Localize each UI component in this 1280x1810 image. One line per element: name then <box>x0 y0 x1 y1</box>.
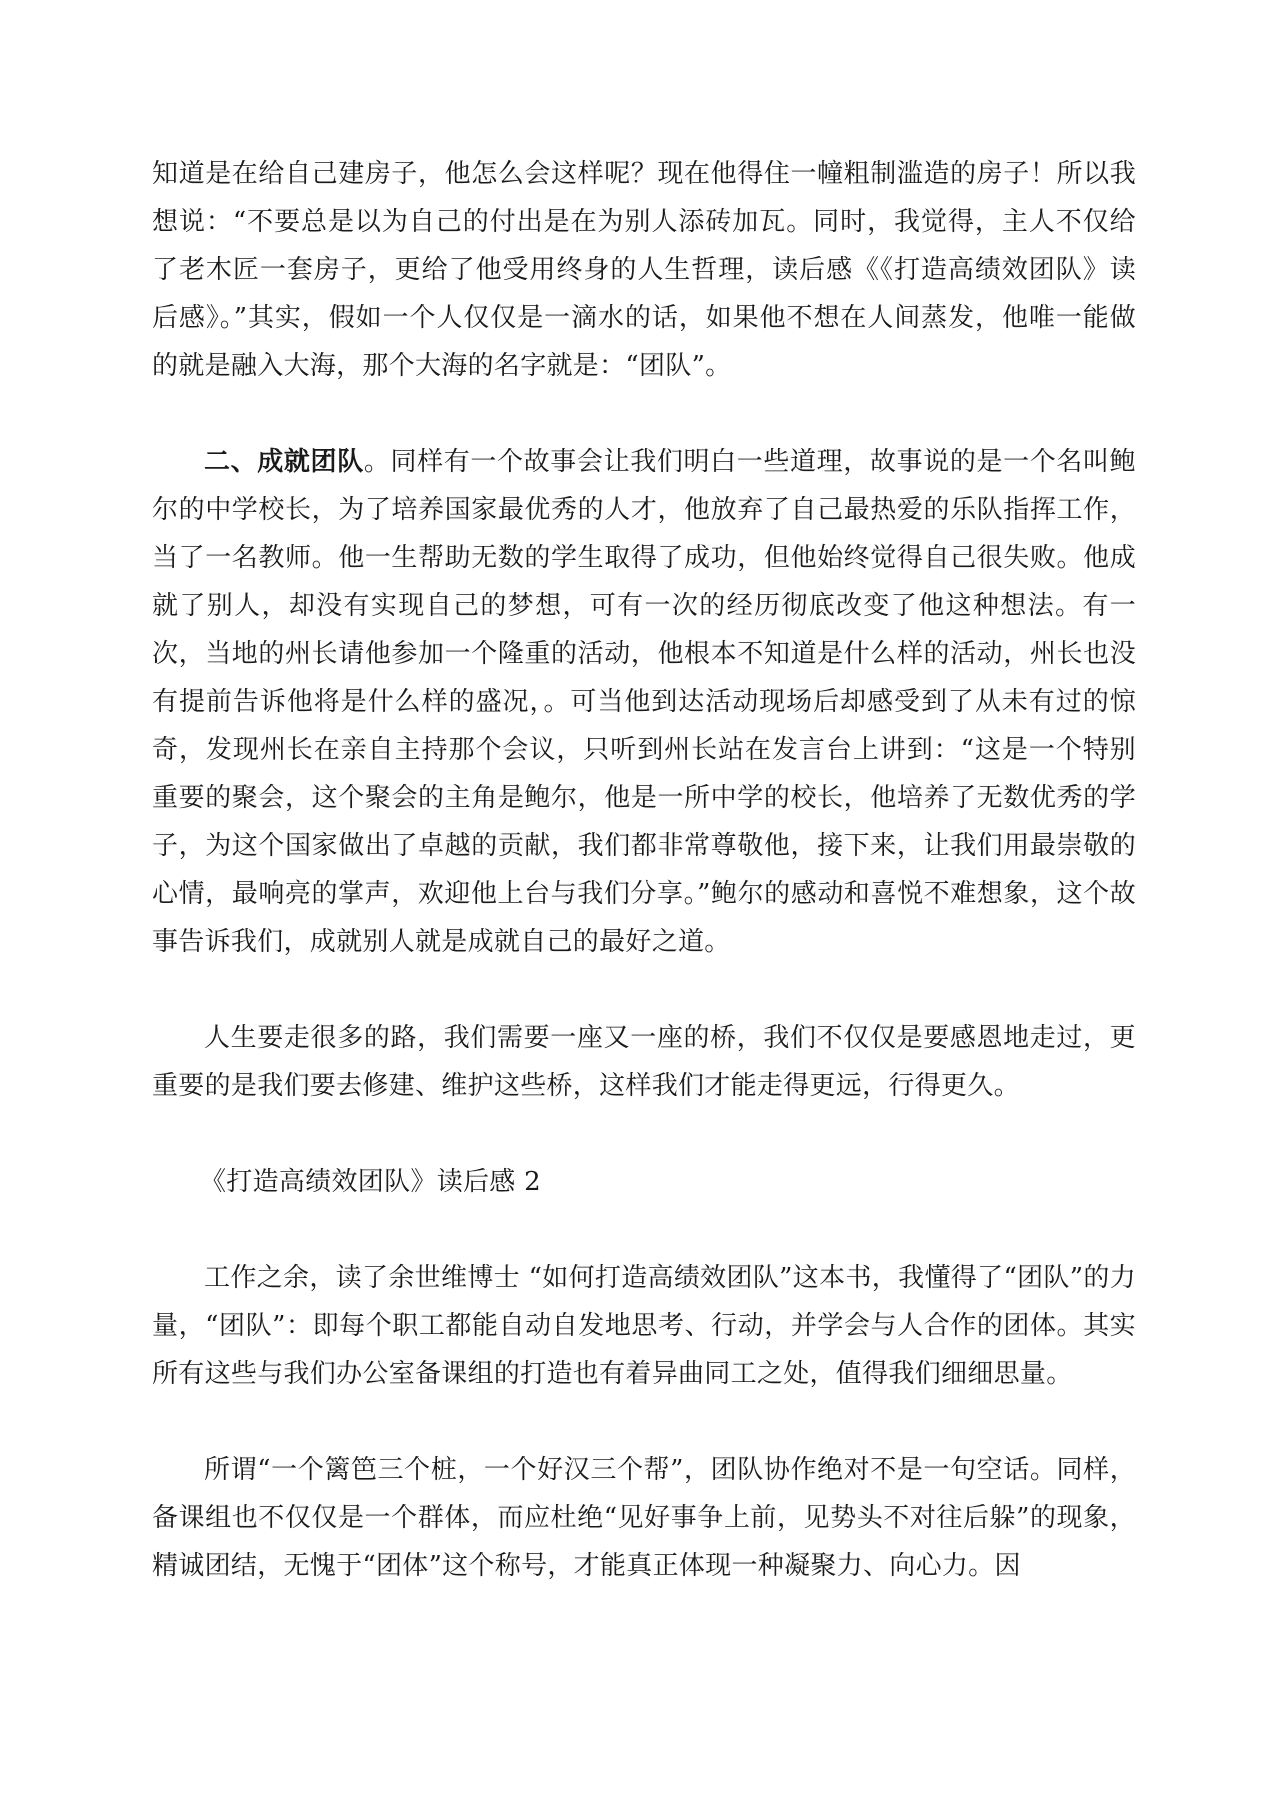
paragraph-gap <box>152 1206 1136 1254</box>
paragraph-2-body: 。同样有一个故事会让我们明白一些道理，故事说的是一个名叫鲍尔的中学校长，为了培养国家最优秀的人才，他放弃了自己最热爱的乐队指挥工作，当了一名教师。他一生帮助无数的学生取得了成功，但他始终觉得自己很失败。他成就了别人，却没有实现自己的梦想，可有一次的经历彻底改变了他这种想法。有一次，当地的州长请他参加一个隆重的活动，他根本不知道是什么样的活动，州长也没有提前告诉他将是什么样的盛况，。可当他到达活动现场后却感受到了从未有过的惊奇，发现州长在亲自主持那个会议，只听到州长站在发言台上讲到：“这是一个特别重要的聚会，这个聚会的主角是鲍尔，他是一所中学的校长，他培养了无数优秀的学子，为这个国家做出了卓越的贡献，我们都非常尊敬他，接下来，让我们用最崇敬的心情，最响亮的掌声，欢迎他上台与我们分享。”鲍尔的感动和喜悦不难想象，这个故事告诉我们，成就别人就是成就自己的最好之道。 <box>152 447 1136 957</box>
paragraph-4: 工作之余，读了余世维博士 “如何打造高绩效团队”这本书，我懂得了“团队”的力量，“团队”：即每个职工都能自动自发地思考、行动，并学会与人合作的团体。其实所有这些与我们办公室备课组的打造也有着异曲同工之处，值得我们细细思量。 <box>152 1263 1136 1389</box>
paragraph-gap <box>152 390 1136 438</box>
paragraph-gap <box>152 1110 1136 1158</box>
paragraph-gap <box>152 966 1136 1014</box>
essay-title-2: 《打造高绩效团队》读后感 2 <box>200 1167 542 1197</box>
paragraph-2 <box>152 438 1136 966</box>
paragraph-gap <box>152 1398 1136 1446</box>
paragraph-3: 人生要走很多的路，我们需要一座又一座的桥，我们不仅仅是要感恩地走过，更重要的是我们要去修建、维护这些桥，这样我们才能走得更远，行得更久。 <box>152 1023 1136 1101</box>
paragraph-5: 所谓“一个篱笆三个桩，一个好汉三个帮”，团队协作绝对不是一句空话。同样，备课组也不仅仅是一个群体，而应杜绝“见好事争上前，见势头不对往后躲”的现象，精诚团结，无愧于“团体”这个称号，才能真正体现一种凝聚力、向心力。因 <box>152 1455 1136 1581</box>
paragraph-1: 知道是在给自己建房子，他怎么会这样呢？现在他得住一幢粗制滥造的房子！所以我想说：“不要总是以为自己的付出是在为别人添砖加瓦。同时，我觉得，主人不仅给了老木匠一套房子，更给了他受用终身的人生哲理，读后感《《打造高绩效团队》读后感》。”其实，假如一个人仅仅是一滴水的话，如果他不想在人间蒸发，他唯一能做的就是融入大海，那个大海的名字就是：“团队”。 <box>152 159 1136 381</box>
section-heading-chengjiu-tuandui: 二、成就团队 <box>204 447 364 477</box>
document-body <box>152 150 1136 1590</box>
